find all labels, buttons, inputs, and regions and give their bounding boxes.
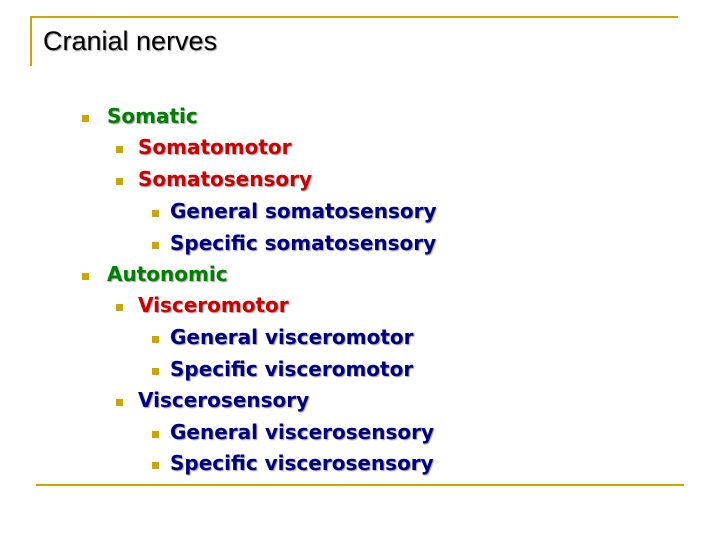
square-bullet-icon — [116, 146, 123, 153]
square-bullet-icon — [152, 368, 159, 375]
outline-item-specific-somatosensory: Specific somatosensory — [170, 231, 437, 255]
outline-item-general-visceromotor: General visceromotor — [170, 325, 414, 349]
square-bullet-icon — [152, 210, 159, 217]
square-bullet-icon — [82, 273, 89, 280]
outline-item-autonomic: Autonomic — [107, 262, 228, 286]
square-bullet-icon — [152, 242, 159, 249]
square-bullet-icon — [152, 462, 159, 469]
outline-item-visceromotor: Visceromotor — [138, 293, 289, 317]
outline-item-somatic: Somatic — [107, 104, 198, 128]
square-bullet-icon — [116, 304, 123, 311]
square-bullet-icon — [116, 399, 123, 406]
outline-item-somatosensory: Somatosensory — [138, 167, 313, 191]
outline-item-somatomotor: Somatomotor — [138, 135, 292, 159]
square-bullet-icon — [116, 178, 123, 185]
square-bullet-icon — [82, 115, 89, 122]
outline-item-viscerosensory: Viscerosensory — [138, 388, 310, 412]
page-title: Cranial nerves — [43, 26, 218, 56]
frame-top-line — [30, 16, 678, 18]
outline-item-general-viscerosensory: General viscerosensory — [170, 420, 435, 444]
outline-item-specific-viscerosensory: Specific viscerosensory — [170, 451, 434, 475]
frame-left-line — [30, 16, 32, 66]
square-bullet-icon — [152, 431, 159, 438]
square-bullet-icon — [152, 336, 159, 343]
frame-bottom-line — [36, 484, 684, 486]
outline-item-specific-visceromotor: Specific visceromotor — [170, 357, 414, 381]
outline-item-general-somatosensory: General somatosensory — [170, 199, 437, 223]
